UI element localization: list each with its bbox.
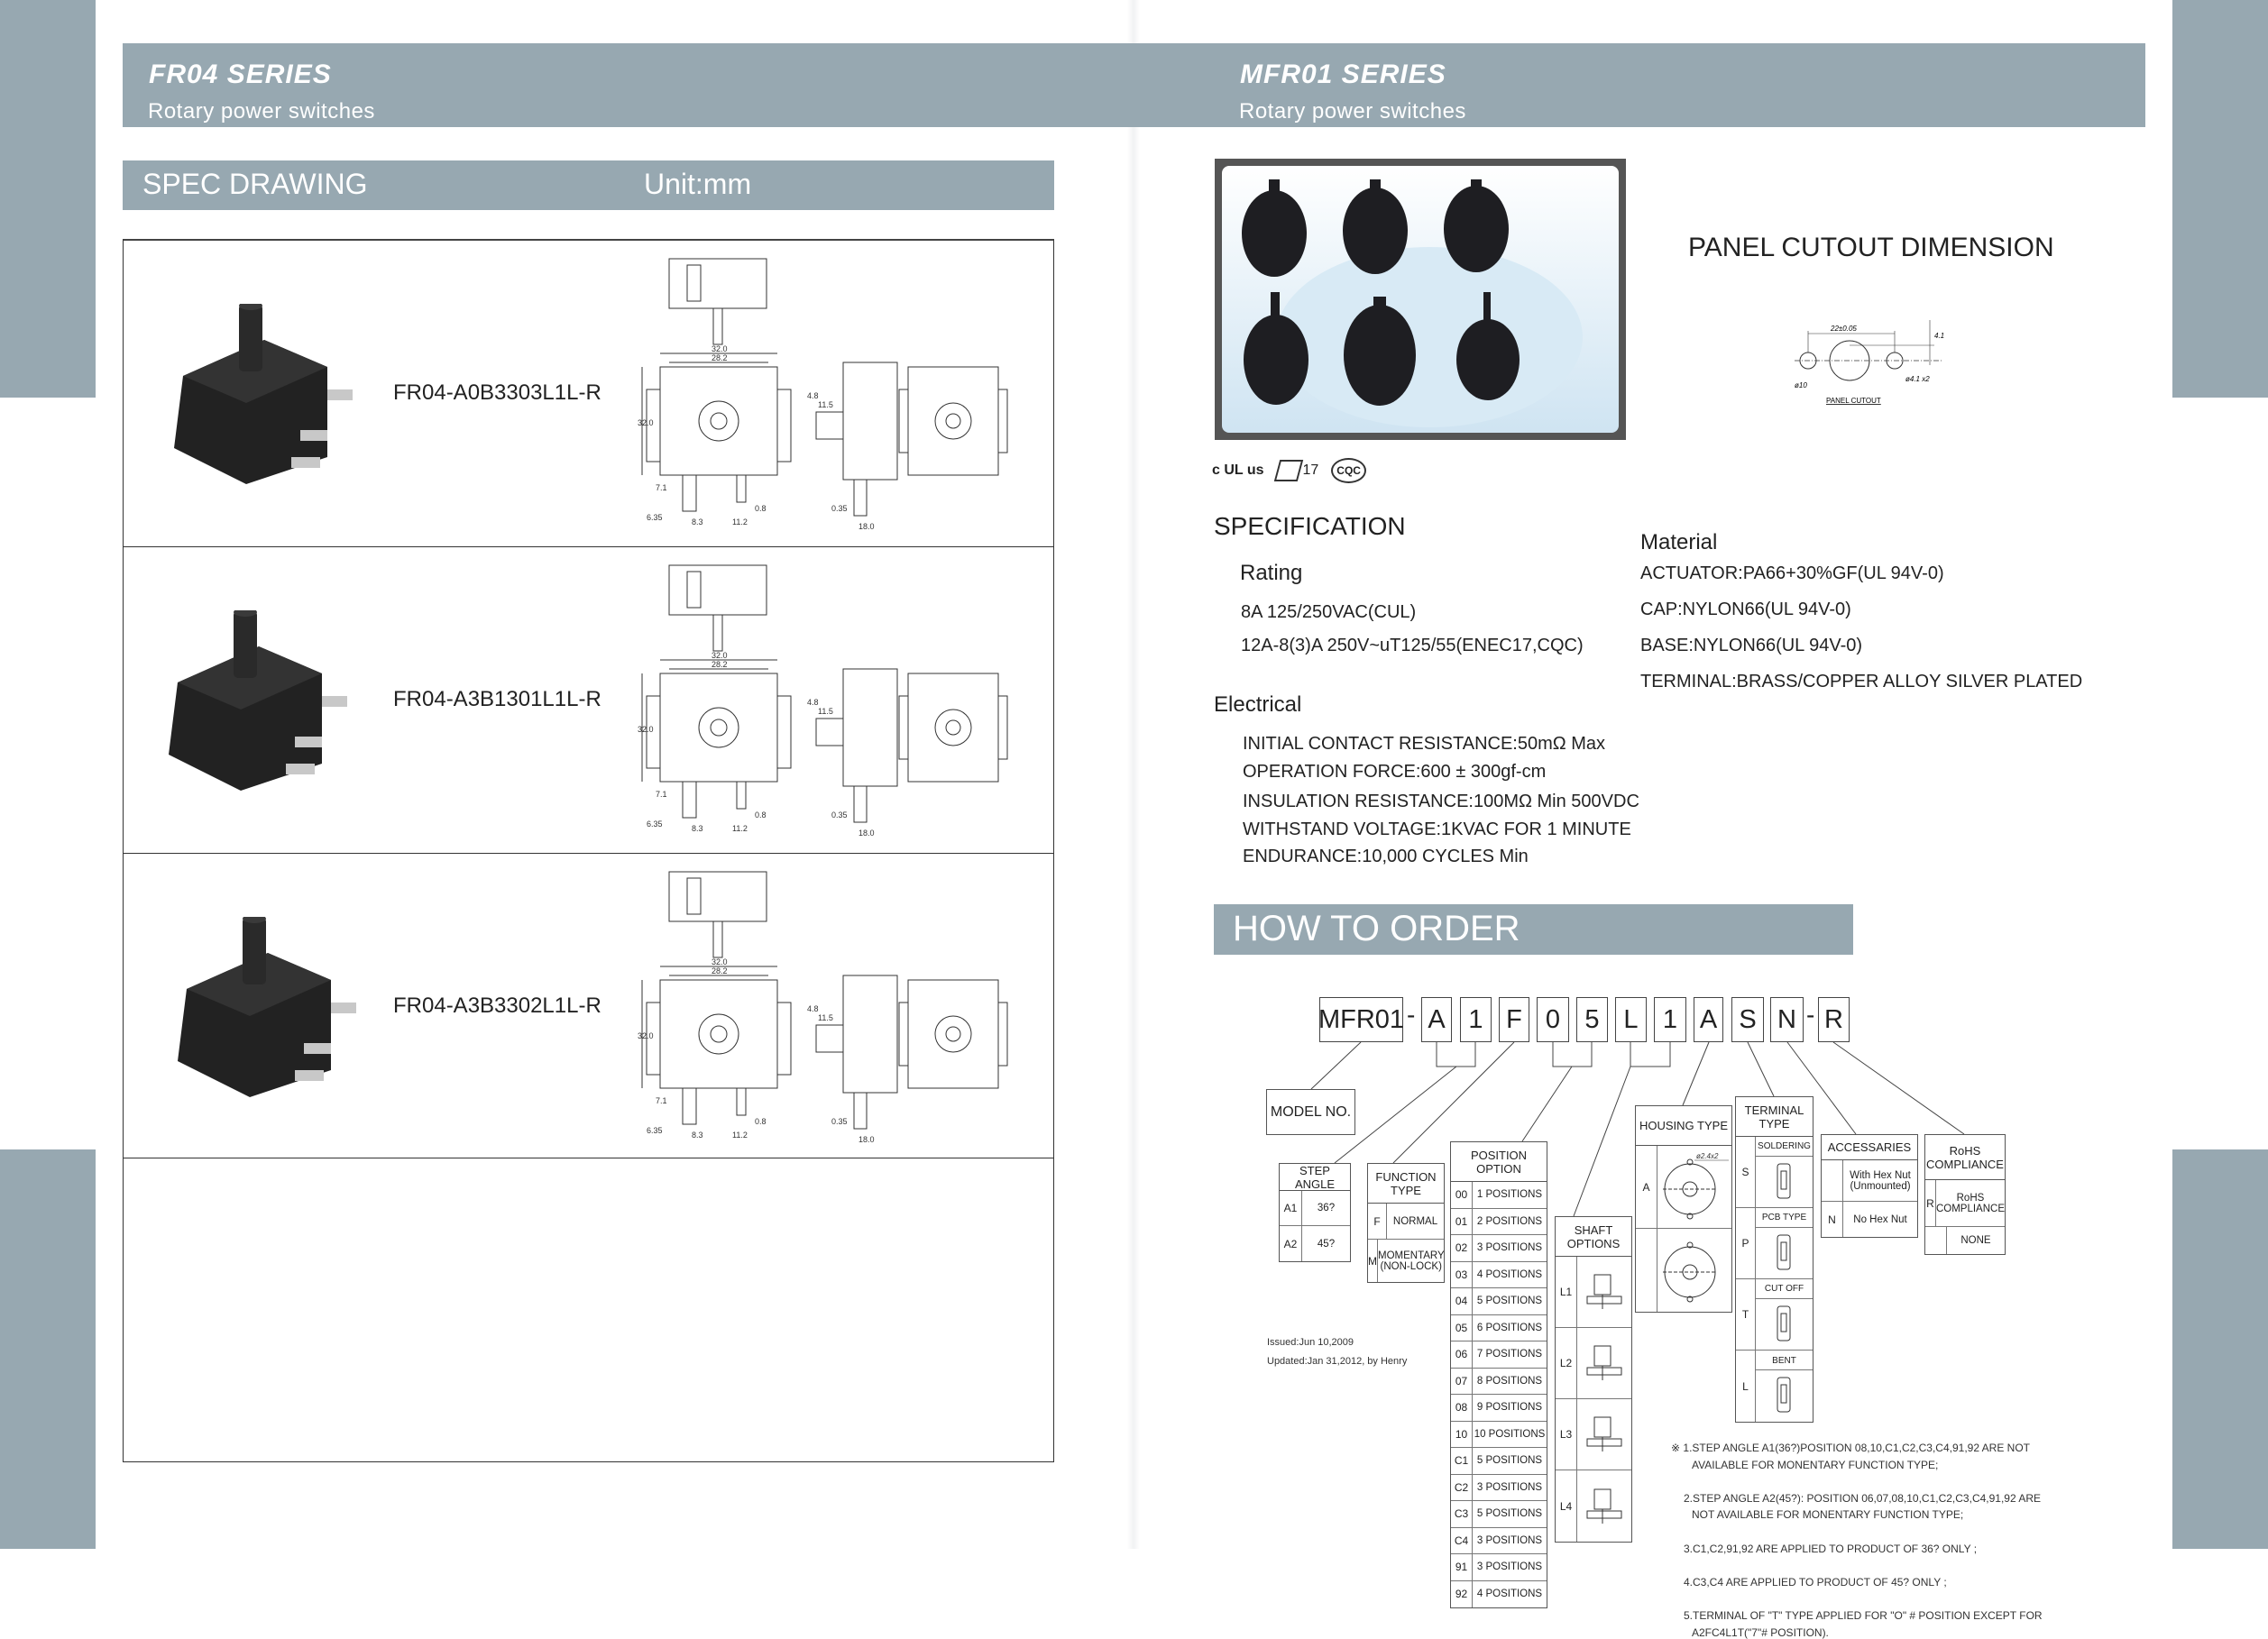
dim-label: 4.8	[807, 698, 819, 707]
dim-label: 32.0	[712, 957, 728, 966]
spec-drawing	[638, 254, 1106, 543]
dim-label: 0.35	[831, 810, 848, 820]
dim-label: 0.8	[755, 810, 767, 820]
option-description: 5 POSITIONS	[1476, 1455, 1543, 1467]
dim-offset: 4.1	[1934, 332, 1945, 340]
product-table	[123, 239, 1054, 1462]
right-edge-strip-bottom	[2172, 1149, 2268, 1549]
option-code: C4	[1451, 1528, 1473, 1554]
note-line: NOT AVAILABLE FOR MONENTARY FUNCTION TYPE;	[1692, 1508, 1964, 1521]
material-item: ACTUATOR:PA66+30%GF(UL 94V-0)	[1640, 563, 1944, 583]
shaft-options-table-row	[1556, 1257, 1631, 1328]
code-dash: -	[1407, 1001, 1416, 1029]
certification-marks	[1212, 455, 1366, 486]
position-option-table-row	[1451, 1288, 1547, 1315]
rohs-table-title: RoHS COMPLIANCE	[1925, 1135, 2005, 1180]
option-description: No Hex Nut	[1853, 1213, 1907, 1225]
dim-hole: ø4.1 x2	[1905, 375, 1930, 383]
option-description: NONE	[1960, 1235, 1991, 1246]
dim-label: 28.2	[712, 660, 728, 669]
option-figure	[1657, 1146, 1731, 1228]
dim-label: 7.1	[656, 1096, 667, 1105]
note-line: 5.TERMINAL OF "T" TYPE APPLIED FOR "O" # POSITION EXCEPT FOR	[1684, 1609, 2043, 1622]
dim-label: 28.2	[712, 353, 728, 362]
position-option-table-title: POSITION OPTION	[1451, 1142, 1547, 1182]
position-option-table-row	[1451, 1182, 1547, 1209]
rating-title: Rating	[1240, 561, 1303, 585]
dim-label: 32.0	[638, 418, 654, 427]
option-description: With Hex Nut (Unmounted)	[1850, 1169, 1911, 1192]
shaft-options-table-row	[1556, 1470, 1631, 1542]
option-description: RoHS COMPLIANCE	[1935, 1192, 2005, 1214]
dim-label: 28.2	[712, 966, 728, 975]
rating-item: 8A 125/250VAC(CUL)	[1241, 602, 1417, 622]
ul-mark-icon: c UL us	[1212, 462, 1264, 478]
shaft-options-table-title: SHAFT OPTIONS	[1556, 1217, 1631, 1257]
panel-cutout-drawing	[1790, 311, 1961, 410]
product-group-photo	[1215, 159, 1626, 440]
enec-mark-icon: 17	[1277, 460, 1319, 481]
option-code	[1636, 1229, 1657, 1312]
terminal-label: SOLDERING	[1756, 1139, 1813, 1157]
electrical-item: OPERATION FORCE:600 ± 300gf-cm	[1243, 762, 1547, 782]
code-dash: -	[1806, 1001, 1815, 1029]
position-option-table-row	[1451, 1448, 1547, 1475]
option-code: 08	[1451, 1395, 1473, 1421]
electrical-item: INITIAL CONTACT RESISTANCE:50mΩ Max	[1243, 734, 1606, 754]
header-band	[123, 43, 2145, 127]
product-model: FR04-A3B3302L1L-R	[393, 993, 601, 1018]
position-option-table	[1450, 1141, 1547, 1608]
note-line: AVAILABLE FOR MONENTARY FUNCTION TYPE;	[1692, 1459, 1939, 1471]
spec-drawing	[638, 561, 1106, 849]
accessaries-table-row	[1822, 1160, 1917, 1202]
dim-label: 32.0	[712, 344, 728, 353]
option-code: 06	[1451, 1341, 1473, 1368]
dim-label: 8.3	[692, 517, 703, 526]
option-code: L1	[1556, 1257, 1577, 1327]
option-code: A	[1636, 1146, 1657, 1228]
option-code: C2	[1451, 1475, 1473, 1501]
option-figure	[1577, 1257, 1631, 1327]
terminal-label: BENT	[1756, 1352, 1813, 1370]
option-code: 91	[1451, 1554, 1473, 1580]
electrical-item: ENDURANCE:10,000 CYCLES Min	[1243, 847, 1529, 866]
updated-date: Updated:Jan 31,2012, by Henry	[1267, 1356, 1408, 1367]
product-photo	[156, 304, 363, 484]
position-option-table-row	[1451, 1422, 1547, 1449]
dim-label: 8.3	[692, 824, 703, 833]
option-description: 8 POSITIONS	[1476, 1375, 1543, 1387]
function-type-table-row	[1368, 1204, 1444, 1240]
left-edge-strip-top	[0, 0, 96, 398]
left-edge-strip-bottom	[0, 1149, 96, 1549]
dim-label: 0.35	[831, 1117, 848, 1126]
order-code-segment: S	[1731, 997, 1764, 1042]
terminal-type-table-row	[1736, 1208, 1813, 1279]
option-code: F	[1368, 1204, 1387, 1239]
dim-label: 32.0	[638, 1031, 654, 1040]
order-code-segment: A	[1421, 997, 1452, 1042]
order-code-segment: MFR01	[1319, 997, 1403, 1042]
order-code-segment: 0	[1537, 997, 1569, 1042]
option-description: 45?	[1317, 1238, 1336, 1250]
rohs-table-row	[1925, 1227, 2005, 1254]
dim-label: 11.5	[818, 1013, 833, 1022]
option-figure	[1657, 1229, 1731, 1312]
position-option-table-row	[1451, 1235, 1547, 1262]
option-description: 3 POSITIONS	[1476, 1242, 1543, 1254]
option-description: 10 POSITIONS	[1474, 1428, 1546, 1440]
how-to-order-title: HOW TO ORDER	[1233, 909, 1520, 948]
housing-hole-dim: ø2.4x2	[1696, 1151, 1719, 1160]
note-line: 3.C1,C2,91,92 ARE APPLIED TO PRODUCT OF 36? ONLY ;	[1684, 1543, 1978, 1555]
product-row	[124, 854, 1053, 1158]
option-code: 92	[1451, 1581, 1473, 1608]
option-description: 3 POSITIONS	[1476, 1481, 1543, 1493]
dim-label: 18.0	[859, 1135, 875, 1144]
dim-label: 6.35	[647, 1126, 663, 1135]
dim-label: 0.8	[755, 504, 767, 513]
position-option-table-row	[1451, 1395, 1547, 1422]
option-code: R	[1925, 1180, 1936, 1226]
function-type-table-title: FUNCTION TYPE	[1368, 1164, 1444, 1204]
position-option-table-row	[1451, 1581, 1547, 1608]
dim-label: 32.0	[638, 725, 654, 734]
option-figure	[1577, 1470, 1631, 1542]
option-figure	[1577, 1328, 1631, 1398]
position-option-table-row	[1451, 1209, 1547, 1236]
model-no-label: MODEL NO.	[1270, 1103, 1352, 1120]
option-description: 7 POSITIONS	[1476, 1349, 1543, 1360]
option-description: 2 POSITIONS	[1476, 1215, 1543, 1227]
option-code: L4	[1556, 1470, 1577, 1542]
option-code: P	[1736, 1208, 1756, 1278]
option-description: 1 POSITIONS	[1476, 1189, 1543, 1201]
right-series-title: MFR01 SERIES	[1240, 60, 1446, 89]
dim-label: 11.2	[732, 517, 748, 526]
option-code: L	[1736, 1351, 1756, 1422]
option-description: 9 POSITIONS	[1476, 1402, 1543, 1414]
position-option-table-row	[1451, 1554, 1547, 1581]
dim-spacing: 22±0.05	[1831, 325, 1857, 333]
dim-label: 6.35	[647, 820, 663, 829]
option-description: 4 POSITIONS	[1476, 1268, 1543, 1280]
order-code-segment: N	[1770, 997, 1804, 1042]
option-code: C1	[1451, 1448, 1473, 1474]
right-series-subtitle: Rotary power switches	[1239, 99, 1466, 124]
accessaries-table	[1821, 1134, 1918, 1238]
step-angle-table	[1279, 1163, 1351, 1262]
step-angle-table-row	[1280, 1191, 1350, 1226]
right-edge-strip-top	[2172, 0, 2268, 398]
accessaries-table-row	[1822, 1202, 1917, 1237]
option-code: 07	[1451, 1369, 1473, 1395]
electrical-item: WITHSTAND VOLTAGE:1KVAC FOR 1 MINUTE	[1243, 820, 1631, 839]
option-code: 01	[1451, 1209, 1473, 1235]
option-figure	[1756, 1279, 1813, 1350]
option-code: 05	[1451, 1315, 1473, 1341]
dim-label: 8.3	[692, 1131, 703, 1140]
function-type-table	[1367, 1163, 1445, 1283]
issued-date: Issued:Jun 10,2009	[1267, 1337, 1354, 1348]
option-code	[1925, 1227, 1947, 1254]
product-row	[124, 547, 1053, 854]
shaft-options-table	[1555, 1216, 1632, 1543]
dim-label: 18.0	[859, 522, 875, 531]
order-code-diagram	[1253, 974, 2043, 1639]
dim-label: 7.1	[656, 790, 667, 799]
material-item: TERMINAL:BRASS/COPPER ALLOY SILVER PLATED	[1640, 672, 2083, 691]
material-item: BASE:NYLON66(UL 94V-0)	[1640, 636, 1863, 655]
option-description: 3 POSITIONS	[1476, 1561, 1543, 1573]
position-option-table-row	[1451, 1501, 1547, 1528]
option-code: C3	[1451, 1501, 1473, 1527]
material-title: Material	[1640, 530, 1718, 554]
order-code-segment: 1	[1654, 997, 1686, 1042]
dim-label: 11.2	[732, 1131, 748, 1140]
option-description: 5 POSITIONS	[1476, 1296, 1543, 1307]
option-description: 36?	[1317, 1203, 1336, 1213]
position-option-table-row	[1451, 1369, 1547, 1396]
dim-label: 6.35	[647, 513, 663, 522]
position-option-table-row	[1451, 1262, 1547, 1289]
material-item: CAP:NYLON66(UL 94V-0)	[1640, 600, 1851, 619]
position-option-table-row	[1451, 1341, 1547, 1369]
left-series-title: FR04 SERIES	[149, 60, 332, 89]
shaft-options-table-row	[1556, 1328, 1631, 1399]
note-line: 2.STEP ANGLE A2(45?): POSITION 06,07,08,10,C1,C2,C3,C4,91,92 ARE	[1684, 1492, 2041, 1505]
option-code	[1822, 1160, 1843, 1201]
cqc-mark-icon: CQC	[1331, 458, 1366, 483]
order-code-segment: 1	[1460, 997, 1492, 1042]
option-description: MOMENTARY (NON-LOCK)	[1378, 1250, 1445, 1272]
option-description: 5 POSITIONS	[1476, 1508, 1543, 1520]
terminal-type-table-row	[1736, 1137, 1813, 1208]
dim-label: 0.8	[755, 1117, 767, 1126]
housing-type-table-row	[1636, 1146, 1731, 1229]
option-code: 00	[1451, 1182, 1473, 1208]
terminal-type-table-title: TERMINAL TYPE	[1736, 1097, 1813, 1137]
option-code: S	[1736, 1137, 1756, 1207]
option-description: 3 POSITIONS	[1476, 1534, 1543, 1546]
option-description: 6 POSITIONS	[1476, 1322, 1543, 1333]
terminal-label: PCB TYPE	[1756, 1210, 1813, 1228]
electrical-title: Electrical	[1214, 692, 1302, 717]
order-code-segment: L	[1615, 997, 1647, 1042]
dim-label: 11.5	[818, 400, 833, 409]
option-code: 03	[1451, 1262, 1473, 1288]
model-no-box	[1266, 1089, 1355, 1135]
housing-type-table-row	[1636, 1229, 1731, 1312]
terminal-type-table-row	[1736, 1279, 1813, 1351]
rohs-table	[1924, 1134, 2006, 1255]
product-row	[124, 241, 1053, 547]
position-option-table-row	[1451, 1528, 1547, 1555]
option-description: 4 POSITIONS	[1476, 1589, 1543, 1600]
option-figure	[1756, 1351, 1813, 1422]
function-type-table-row	[1368, 1240, 1444, 1282]
option-code: A2	[1280, 1226, 1302, 1261]
product-photo	[151, 610, 358, 791]
shaft-options-table-row	[1556, 1399, 1631, 1470]
order-code-segment: 5	[1576, 997, 1608, 1042]
dim-label: 32.0	[712, 651, 728, 660]
position-option-table-row	[1451, 1315, 1547, 1342]
option-figure	[1756, 1137, 1813, 1207]
note-line: 4.C3,C4 ARE APPLIED TO PRODUCT OF 45? ONLY ;	[1684, 1576, 1947, 1589]
page-fold	[1127, 0, 1140, 1549]
product-model: FR04-A3B1301L1L-R	[393, 687, 601, 711]
order-code-segment: R	[1818, 997, 1850, 1042]
electrical-item: INSULATION RESISTANCE:100MΩ Min 500VDC	[1243, 792, 1639, 811]
order-code-segment: F	[1499, 997, 1529, 1042]
terminal-type-table	[1735, 1096, 1813, 1423]
spec-drawing	[638, 867, 1106, 1156]
terminal-label: CUT OFF	[1756, 1281, 1813, 1299]
position-option-table-row	[1451, 1475, 1547, 1502]
dim-center: ø10	[1795, 381, 1807, 389]
housing-type-table-title: HOUSING TYPE	[1636, 1106, 1731, 1146]
option-figure	[1756, 1208, 1813, 1278]
product-photo	[160, 917, 367, 1097]
rating-item: 12A-8(3)A 250V~uT125/55(ENEC17,CQC)	[1241, 636, 1584, 655]
option-code: 02	[1451, 1235, 1473, 1261]
option-code: L3	[1556, 1399, 1577, 1470]
housing-type-table	[1635, 1105, 1732, 1313]
option-figure	[1577, 1399, 1631, 1470]
left-series-subtitle: Rotary power switches	[148, 99, 375, 124]
dim-label: 4.8	[807, 391, 819, 400]
note-line: A2FC4L1T("7"# POSITION).	[1692, 1626, 1829, 1639]
rotary-switches-image	[1222, 166, 1619, 433]
dim-label: 11.2	[732, 824, 748, 833]
option-description: NORMAL	[1392, 1215, 1438, 1227]
step-angle-table-row	[1280, 1226, 1350, 1261]
specification-title: SPECIFICATION	[1214, 512, 1406, 540]
option-code: N	[1822, 1202, 1843, 1237]
accessaries-table-title: ACCESSARIES	[1822, 1135, 1917, 1160]
option-code: T	[1736, 1279, 1756, 1350]
note-line: ※ 1.STEP ANGLE A1(36?)POSITION 08,10,C1,C2,C3,C4,91,92 ARE NOT	[1671, 1442, 2031, 1454]
dim-label: 7.1	[656, 483, 667, 492]
unit-label: Unit:mm	[644, 168, 752, 200]
option-code: L2	[1556, 1328, 1577, 1398]
dim-label: 18.0	[859, 829, 875, 838]
option-code: M	[1368, 1240, 1378, 1282]
product-model: FR04-A0B3303L1L-R	[393, 380, 601, 405]
option-code: 04	[1451, 1288, 1473, 1314]
step-angle-table-title: STEP ANGLE	[1280, 1164, 1350, 1191]
order-code-segment: A	[1694, 997, 1723, 1042]
option-code: 10	[1451, 1422, 1473, 1448]
spec-drawing-title: SPEC DRAWING	[142, 168, 368, 200]
option-code: A1	[1280, 1191, 1302, 1225]
dim-label: 0.35	[831, 504, 848, 513]
panel-cutout-caption: PANEL CUTOUT	[1826, 397, 1881, 405]
panel-cutout-title: PANEL CUTOUT DIMENSION	[1688, 233, 2054, 262]
terminal-type-table-row	[1736, 1351, 1813, 1422]
dim-label: 11.5	[818, 707, 833, 716]
rohs-table-row	[1925, 1180, 2005, 1227]
dim-label: 4.8	[807, 1004, 819, 1013]
